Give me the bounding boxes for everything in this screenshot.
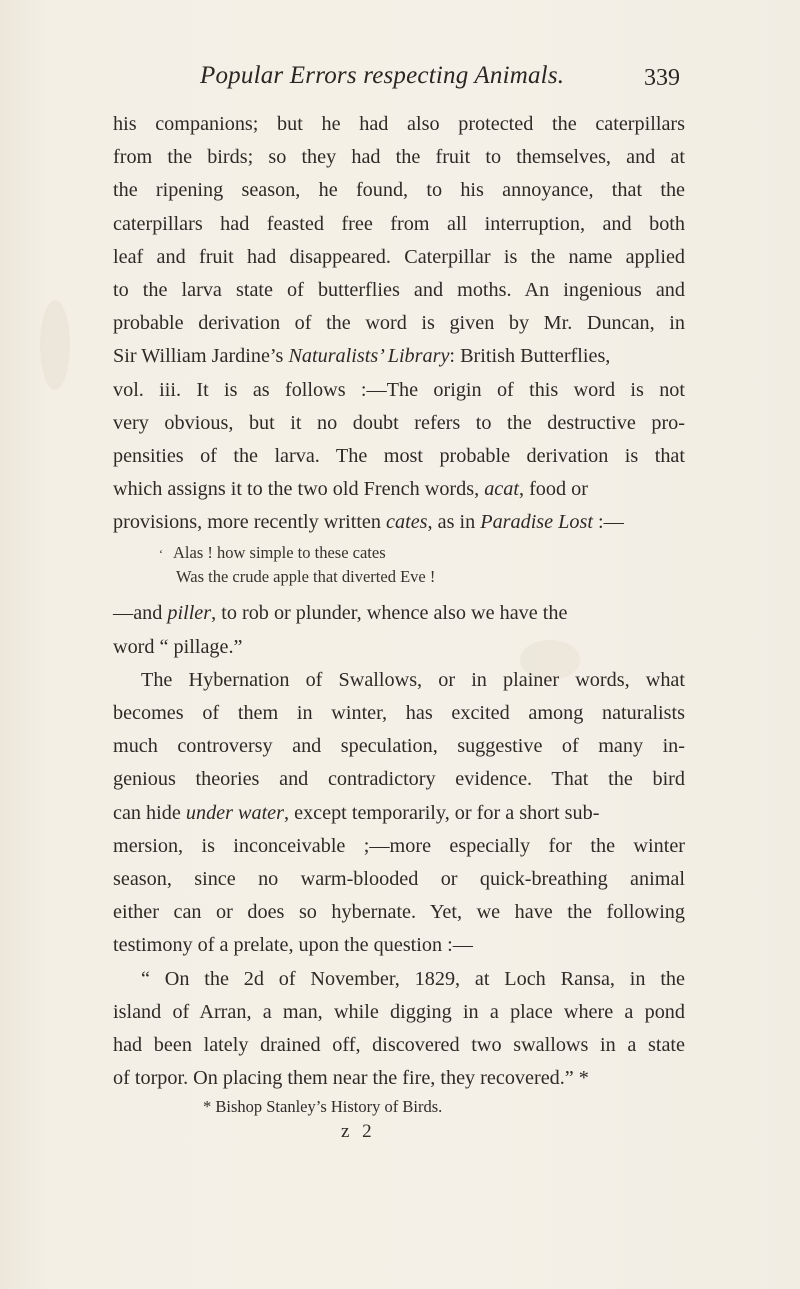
book-title-naturalists-library: Naturalists’ Library [288,345,450,368]
word-acat: acat [484,478,519,501]
text-line: the ripening season, he found, to his annoyance, that the [113,179,685,202]
text-line: pensities of the larva. The most probable derivation is that [113,444,685,467]
text-segment: , except temporarily, or for a short sub- [284,801,600,824]
text-line [113,340,685,373]
text-line: either can or does so hybernate. Yet, we have the following [113,901,685,924]
text-segment: can hide [113,801,181,824]
text-line: testimony of a prelate, upon the question :— [113,934,473,957]
page-number: 339 [644,65,680,91]
text-line: from the birds; so they had the fruit to themselves, and at [113,146,685,169]
text-segment: :— [592,511,624,534]
text-line: leaf and fruit had disappeared. Caterpillar is the name applied [113,245,685,268]
verse-quote-line [113,541,685,565]
text-line: mersion, is inconceivable ;—more especially for the winter [113,834,685,857]
text-line: of torpor. On placing them near the fire, they recovered.” * [113,1067,589,1090]
text-line [113,506,685,539]
text-line [113,473,685,506]
quote-mark: ‘ [159,547,163,562]
text-line: genious theories and contradictory evidence. That the bird [113,768,685,791]
text-line: season, since no warm-blooded or quick-breathing animal [113,867,685,890]
paper-stain [40,300,70,390]
text-segment: , to rob or plunder, whence also we have the [211,602,568,625]
paragraph-start-line: “ On the 2d of November, 1829, at Loch Ransa, in the [141,967,685,990]
text-line: had been lately drained off, discovered two swallows in a state [113,1033,685,1056]
text-line: island of Arran, a man, while digging in a place where a pond [113,1000,685,1023]
verse-quote-line: Was the crude apple that diverted Eve ! [176,567,436,587]
text-segment: —and [113,602,163,625]
text-line: vol. iii. It is as follows :—The origin of this word is not [113,378,685,401]
text-segment: , food or [518,478,588,501]
text-segment: , as in [427,511,476,534]
text-line: to the larva state of butterflies and moths. An ingenious and [113,278,685,301]
page-header [200,62,680,102]
text-segment: : British Butterflies, [449,345,611,368]
book-title-paradise-lost: Paradise Lost [480,511,593,534]
word-cates: cates [386,511,428,534]
text-line: his companions; but he had also protected the caterpillars [113,113,685,135]
text-segment: provisions, more recently written [113,511,381,534]
text-line [113,797,685,830]
text-line: caterpillars had feasted free from all interruption, and both [113,212,685,235]
text-line [113,597,685,630]
text-line: probable derivation of the word is given by Mr. Duncan, in [113,312,685,335]
signature-mark: z 2 [341,1121,376,1143]
text-segment: Sir William Jardine’s [113,345,284,368]
body-text [113,108,685,1145]
word-piller: piller [167,602,212,625]
text-line: word “ pillage.” [113,635,243,658]
text-line: becomes of them in winter, has excited among naturalists [113,702,685,724]
text-line: very obvious, but it no doubt refers to the destructive pro- [113,411,685,434]
footnote: * Bishop Stanley’s History of Birds. [203,1097,443,1117]
running-head: Popular Errors respecting Animals. [200,62,565,89]
phrase-under-water: under water [185,801,285,824]
verse-text: Alas ! how simple to these cates [173,543,386,563]
paragraph-start-line: The Hybernation of Swallows, or in plainer words, what [141,668,685,691]
text-line: much controversy and speculation, suggestive of many in- [113,735,685,758]
text-segment: which assigns it to the two old French words, [113,478,480,501]
